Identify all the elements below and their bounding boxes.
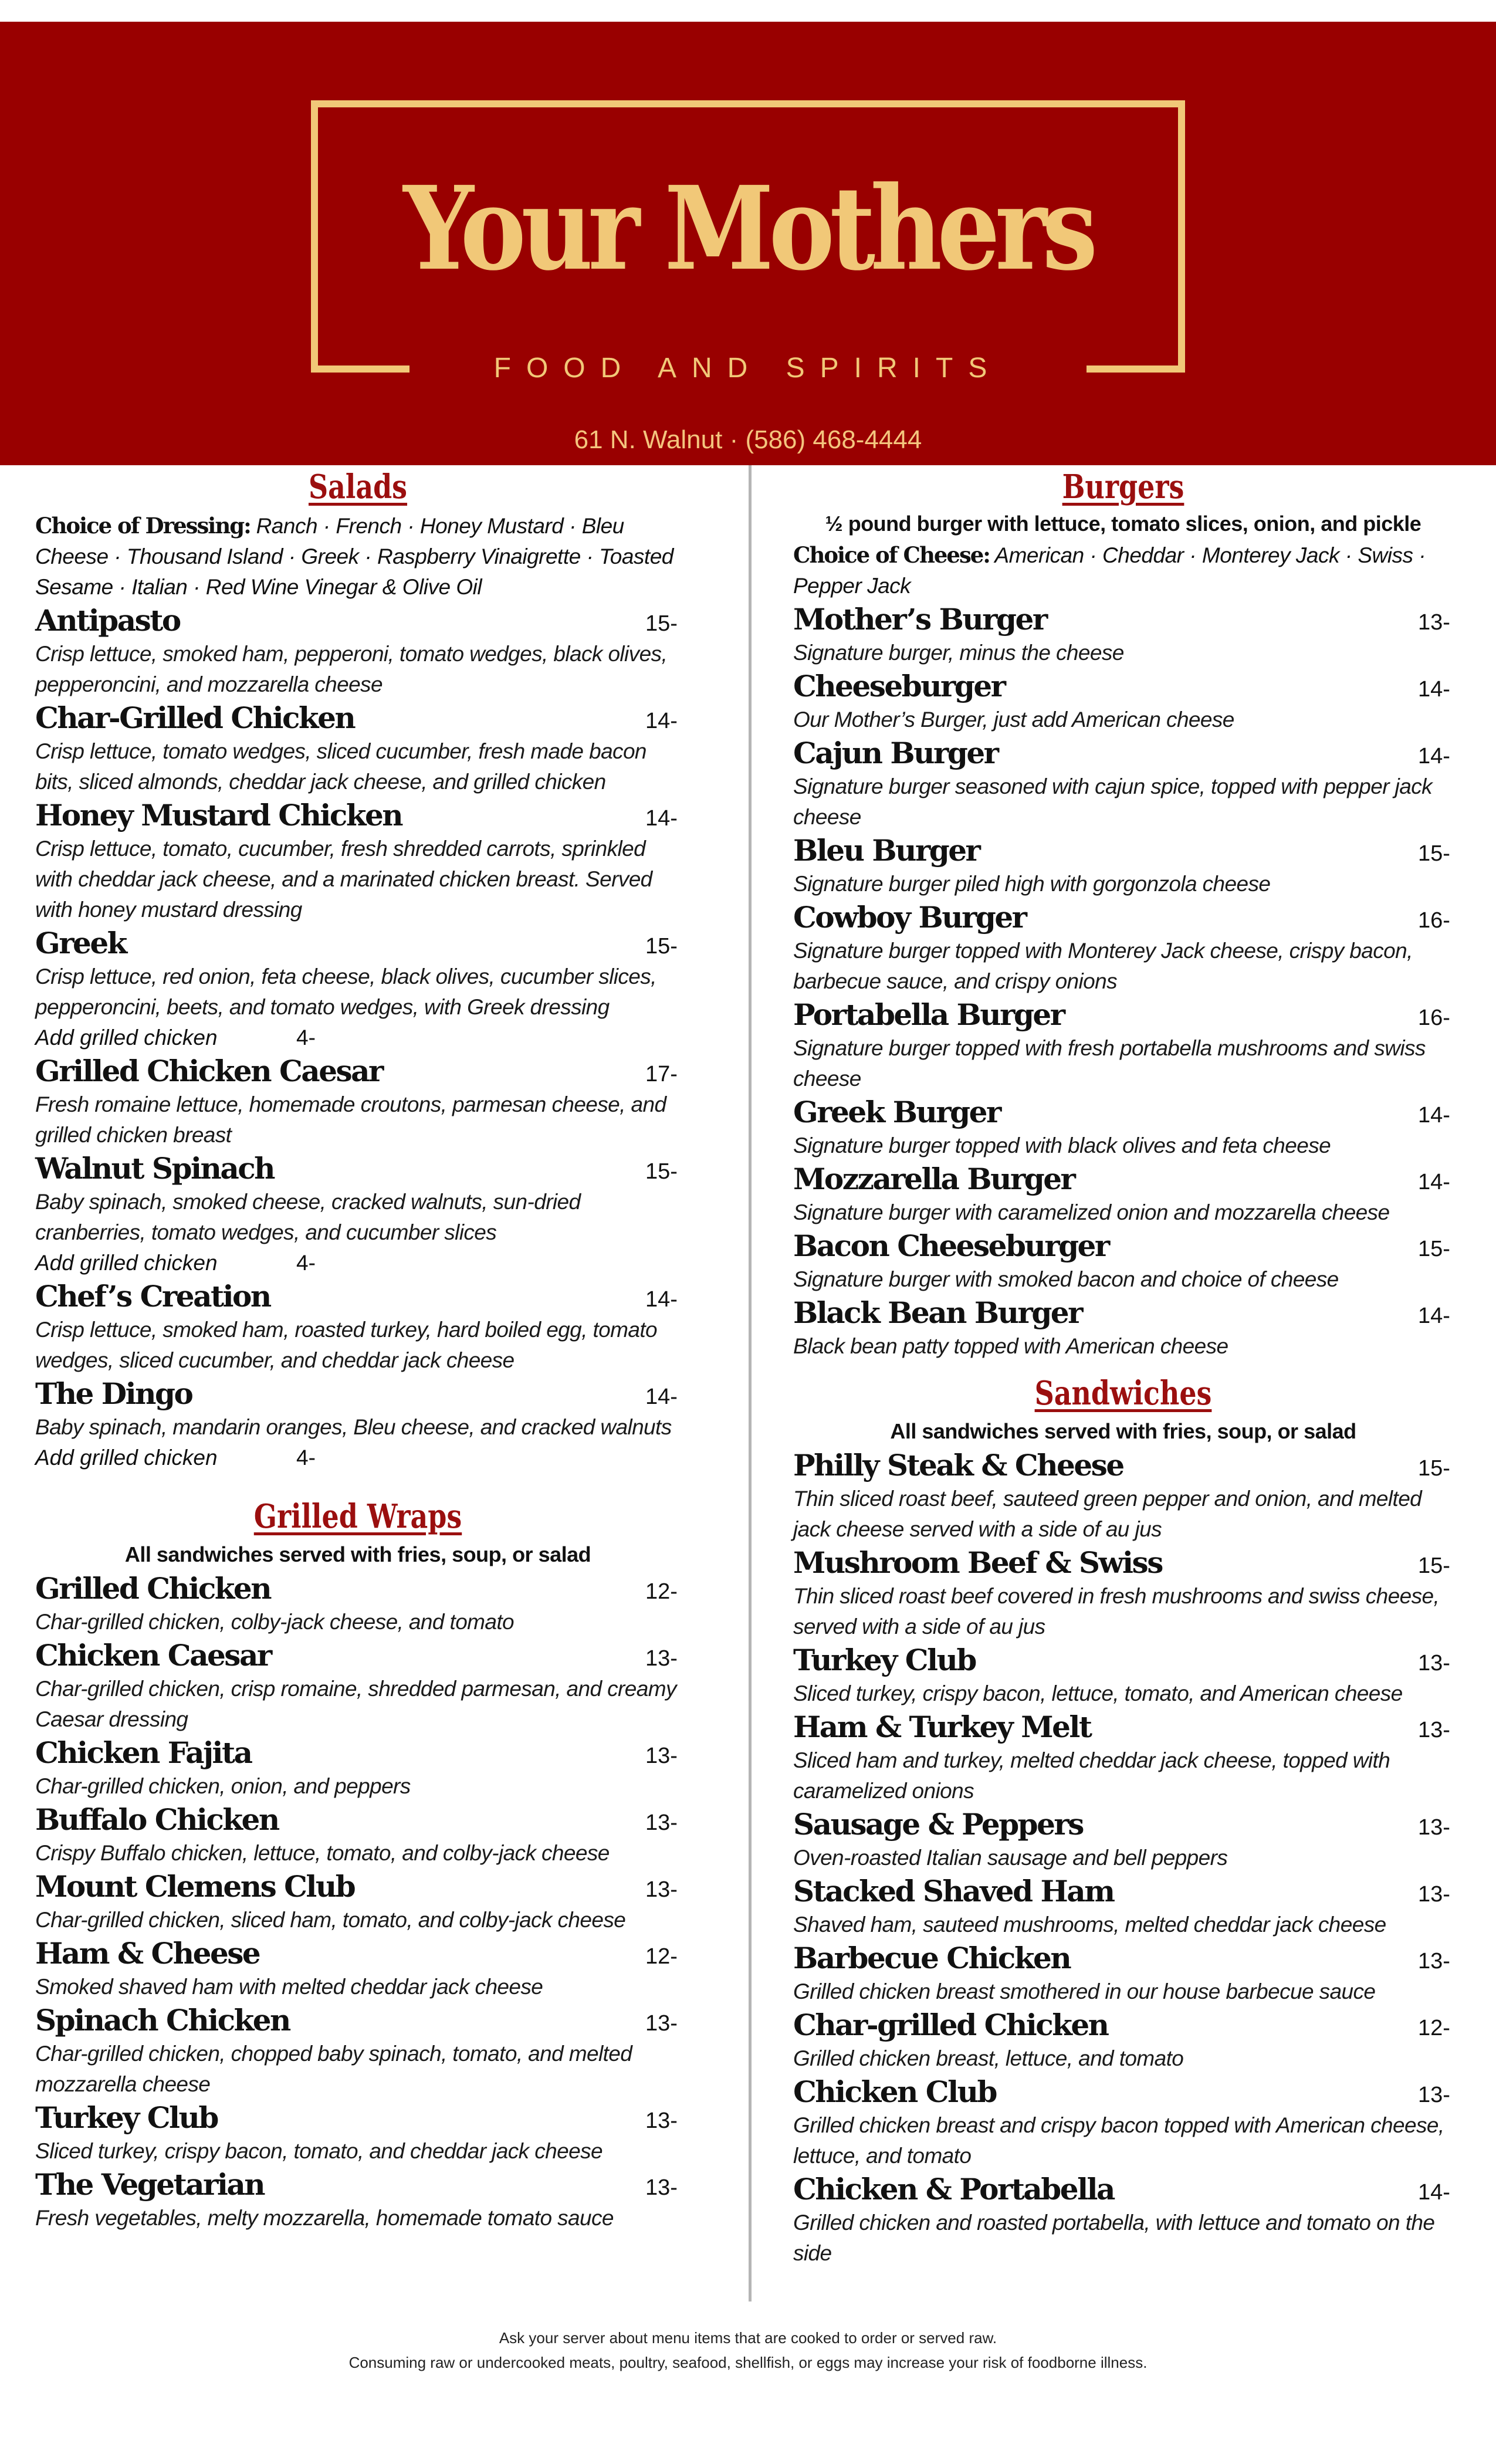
menu-item <box>793 1545 1453 1642</box>
menu-item-name: Portabella Burger <box>793 997 1064 1032</box>
menu-item <box>793 1940 1453 2007</box>
section-title-sandwiches: Sandwiches <box>1034 1374 1212 1413</box>
menu-item-name: Antipasto <box>35 603 180 638</box>
menu-item-header <box>793 1447 1453 1484</box>
menu-item <box>35 925 681 1053</box>
brand-name: Your Mothers <box>403 161 1093 296</box>
menu-item-name: Philly Steak & Cheese <box>793 1448 1123 1483</box>
addon-price: 4- <box>296 1025 316 1050</box>
menu-item-description: Fresh romaine lettuce, homemade croutons, parmesan cheese, and grilled chicken breast <box>35 1092 666 1147</box>
menu-item-name: Greek <box>35 926 126 960</box>
menu-item-name: Bleu Burger <box>793 833 980 868</box>
menu-item-header <box>35 797 681 834</box>
menu-item-price: 15- <box>645 934 678 959</box>
menu-item-name: Chef’s Creation <box>35 1279 270 1314</box>
menu-item-description: Fresh vegetables, melty mozzarella, homemade tomato sauce <box>35 2206 614 2230</box>
menu-item <box>35 1053 681 1150</box>
menu-item-description: Smoked shaved ham with melted cheddar jack cheese <box>35 1975 543 1999</box>
menu-item-name: Mushroom Beef & Swiss <box>793 1545 1162 1580</box>
wraps-list <box>35 1571 681 2233</box>
logo-frame-bottom-right <box>1087 365 1185 373</box>
menu-item-header <box>35 1376 681 1412</box>
menu-item-price: 16- <box>1418 1006 1450 1030</box>
menu-item-name: The Vegetarian <box>35 2167 265 2202</box>
left-column <box>35 465 681 2233</box>
menu-item <box>793 997 1453 1094</box>
menu-item-header <box>793 668 1453 705</box>
menu-item-header <box>35 1571 681 1607</box>
menu-item <box>35 1802 681 1869</box>
menu-item-price: 13- <box>645 1810 678 1835</box>
menu-item-description: Our Mother’s Burger, just add American cheese <box>793 708 1234 732</box>
menu-item-header <box>35 2167 681 2203</box>
menu-item-header <box>793 1873 1453 1910</box>
dressing-choices-label: Choice of Dressing: <box>35 513 251 539</box>
menu-item <box>35 797 681 925</box>
burgers-list <box>793 601 1453 1362</box>
menu-item-name: Mozzarella Burger <box>793 1162 1075 1196</box>
sandwiches-note: All sandwiches served with fries, soup, or salad <box>890 1419 1356 1443</box>
menu-item <box>793 668 1453 735</box>
menu-item <box>35 603 681 700</box>
menu-item <box>793 1806 1453 1873</box>
menu-item-header <box>793 1806 1453 1843</box>
brand-tagline: FOOD AND SPIRITS <box>493 353 1003 384</box>
menu-item-name: Grilled Chicken Caesar <box>35 1054 383 1088</box>
menu-item-name: Walnut Spinach <box>35 1151 275 1186</box>
menu-item-price: 12- <box>645 1579 678 1604</box>
dressing-choices-options: Ranch · French · Honey Mustard · Bleu Cheese · Thousand Island · Greek · Raspberry Vinaigrette · Toasted Sesame · Italian · Red Wine Vinegar & Olive Oil <box>35 514 673 599</box>
menu-item-description: Crisp lettuce, tomato wedges, sliced cucumber, fresh made bacon bits, sliced almonds, cheddar jack cheese, and grilled chicken <box>35 739 647 794</box>
menu-item-price: 13- <box>645 1646 678 1671</box>
menu-item-description: Crispy Buffalo chicken, lettuce, tomato, and colby-jack cheese <box>35 1841 610 1865</box>
menu-item-name: Cowboy Burger <box>793 900 1026 935</box>
menu-item-header <box>793 2171 1453 2208</box>
menu-item-description: Crisp lettuce, tomato, cucumber, fresh shredded carrots, sprinkled with cheddar jack cheese, and a marinated chicken breast. Served with honey mustard dressing <box>35 837 652 922</box>
menu-item-description: Signature burger, minus the cheese <box>793 641 1124 665</box>
menu-item <box>793 1094 1453 1161</box>
menu-item-header <box>35 1869 681 1905</box>
menu-item <box>793 1228 1453 1295</box>
menu-item <box>35 2100 681 2167</box>
menu-item-description: Black bean patty topped with American cheese <box>793 1334 1228 1358</box>
menu-item-addon <box>35 1443 681 1473</box>
menu-item <box>793 735 1453 832</box>
menu-item-price: 14- <box>645 1385 678 1409</box>
menu-item <box>793 832 1453 899</box>
menu-item-name: Turkey Club <box>793 1643 976 1677</box>
menu-item-description: Char-grilled chicken, sliced ham, tomato, and colby-jack cheese <box>35 1908 626 1932</box>
menu-item-name: Chicken Caesar <box>35 1638 271 1673</box>
addon-label: Add grilled chicken <box>35 1446 218 1470</box>
menu-item-name: Greek Burger <box>793 1095 1000 1129</box>
wraps-note: All sandwiches served with fries, soup, or salad <box>124 1542 591 1566</box>
menu-item-addon <box>35 1023 681 1053</box>
menu-item-description: Char-grilled chicken, crisp romaine, shredded parmesan, and creamy Caesar dressing <box>35 1677 676 1731</box>
menu-item <box>35 1150 681 1278</box>
menu-item-price: 12- <box>645 1944 678 1969</box>
menu-item-price: 13- <box>1418 1651 1450 1676</box>
menu-item-name: Mount Clemens Club <box>35 1869 355 1904</box>
menu-item-header <box>35 1278 681 1315</box>
menu-item-price: 15- <box>1418 1456 1450 1481</box>
menu-item-name: Cajun Burger <box>793 736 998 770</box>
menu-item-name: Char-Grilled Chicken <box>35 700 355 735</box>
menu-item-header <box>793 899 1453 936</box>
menu-item-addon <box>35 1248 681 1278</box>
menu-item <box>35 2002 681 2100</box>
menu-item-description: Signature burger piled high with gorgonzola cheese <box>793 872 1271 896</box>
menu-item-name: Black Bean Burger <box>793 1295 1082 1330</box>
menu-item-header <box>35 1735 681 1771</box>
right-column <box>793 465 1453 2269</box>
menu-item-price: 13- <box>1418 1949 1450 1974</box>
menu-item-name: Cheeseburger <box>793 669 1005 703</box>
menu-item-description: Signature burger topped with Monterey Jack cheese, crispy bacon, barbecue sauce, and crispy onions <box>793 939 1413 993</box>
menu-item-price: 14- <box>645 806 678 831</box>
addon-label: Add grilled chicken <box>35 1025 218 1050</box>
menu-item-header <box>793 735 1453 771</box>
menu-item-description: Crisp lettuce, red onion, feta cheese, black olives, cucumber slices, pepperoncini, beets, and tomato wedges, with Greek dressing <box>35 964 656 1019</box>
menu-item-header <box>793 601 1453 638</box>
menu-item <box>35 700 681 797</box>
menu-item-name: Buffalo Chicken <box>35 1802 279 1837</box>
menu-item-description: Sliced turkey, crispy bacon, lettuce, tomato, and American cheese <box>793 1681 1403 1705</box>
menu-item-description: Char-grilled chicken, colby-jack cheese, and tomato <box>35 1610 515 1634</box>
section-title-grilled-wraps: Grilled Wraps <box>253 1497 462 1536</box>
menu-item-name: Stacked Shaved Ham <box>793 1874 1114 1908</box>
logo-frame-bottom-left <box>311 365 409 373</box>
menu-item-price: 13- <box>645 1877 678 1902</box>
menu-item-description: Baby spinach, mandarin oranges, Bleu cheese, and cracked walnuts <box>35 1415 672 1439</box>
menu-item-price: 15- <box>645 1159 678 1184</box>
menu-item-description: Char-grilled chicken, onion, and peppers <box>35 1774 411 1798</box>
sandwiches-list <box>793 1447 1453 2269</box>
menu-item-description: Grilled chicken breast, lettuce, and tomato <box>793 2046 1184 2070</box>
menu-item-name: Spinach Chicken <box>35 2003 290 2037</box>
menu-item-header <box>35 1935 681 1972</box>
menu-item-header <box>35 1637 681 1674</box>
menu-item-header <box>793 2074 1453 2110</box>
menu-item-header <box>35 2100 681 2136</box>
menu-item-price: 14- <box>1418 1170 1450 1194</box>
menu-item <box>793 2074 1453 2171</box>
menu-item-header <box>793 2007 1453 2043</box>
column-divider <box>749 465 752 2301</box>
menu-item-header <box>35 603 681 639</box>
menu-item <box>793 1161 1453 1228</box>
menu-item-description: Sliced turkey, crispy bacon, tomato, and cheddar jack cheese <box>35 2139 603 2163</box>
menu-item-price: 12- <box>1418 2016 1450 2040</box>
menu-item-header <box>793 1094 1453 1131</box>
menu-item-header <box>793 832 1453 869</box>
menu-item-name: Honey Mustard Chicken <box>35 798 402 832</box>
footer-line-2: Consuming raw or undercooked meats, poultry, seafood, shellfish, or eggs may increase your risk of foodborne illness. <box>348 2354 1148 2371</box>
menu-item-name: Mother’s Burger <box>793 602 1047 637</box>
menu-item <box>793 899 1453 997</box>
menu-item-header <box>35 1053 681 1089</box>
menu-item-header <box>793 1228 1453 1264</box>
burgers-note: ½ pound burger with lettuce, tomato slices, onion, and pickle <box>825 512 1421 536</box>
menu-item <box>793 1642 1453 1709</box>
menu-item <box>793 1709 1453 1806</box>
menu-item <box>35 1735 681 1802</box>
menu-item-name: Grilled Chicken <box>35 1571 271 1606</box>
menu-item <box>35 1637 681 1735</box>
menu-item-description: Grilled chicken breast and crispy bacon topped with American cheese, lettuce, and tomato <box>793 2113 1444 2168</box>
menu-item-description: Thin sliced roast beef, sauteed green pepper and onion, and melted jack cheese served with a side of au jus <box>793 1487 1422 1541</box>
menu-item-price: 14- <box>645 709 678 733</box>
menu-item-name: Barbecue Chicken <box>793 1941 1071 1975</box>
menu-item-header <box>793 997 1453 1033</box>
menu-item-header <box>35 1802 681 1838</box>
footer-line-1: Ask your server about menu items that are cooked to order or served raw. <box>499 2329 997 2347</box>
menu-item-description: Signature burger topped with black olives and feta cheese <box>793 1133 1331 1157</box>
menu-item-price: 15- <box>1418 841 1450 866</box>
menu-item <box>35 2167 681 2233</box>
menu-item <box>35 1869 681 1935</box>
menu-item-description: Char-grilled chicken, chopped baby spinach, tomato, and melted mozzarella cheese <box>35 2042 632 2096</box>
menu-item-description: Thin sliced roast beef covered in fresh mushrooms and swiss cheese, served with a side of au jus <box>793 1584 1440 1639</box>
cheese-choices-label: Choice of Cheese: <box>793 542 990 568</box>
menu-item-price: 16- <box>1418 908 1450 933</box>
footer-disclaimer <box>0 2326 1496 2375</box>
menu-item-description: Signature burger topped with fresh portabella mushrooms and swiss cheese <box>793 1036 1426 1091</box>
menu-item-name: Bacon Cheeseburger <box>793 1228 1109 1263</box>
menu-item-header <box>793 1709 1453 1745</box>
menu-item-price: 13- <box>645 1744 678 1768</box>
menu-item-header <box>35 2002 681 2039</box>
cheese-choices-options: American · Cheddar · Monterey Jack · Swiss · Pepper Jack <box>793 543 1426 598</box>
menu-item-name: Chicken Fajita <box>35 1735 252 1770</box>
menu-item <box>793 1447 1453 1545</box>
menu-item-price: 13- <box>645 2108 678 2133</box>
section-title-salads: Salads <box>308 468 408 506</box>
menu-item-price: 13- <box>645 2011 678 2036</box>
menu-item-header <box>35 925 681 962</box>
menu-item-price: 15- <box>1418 1553 1450 1578</box>
menu-item-name: Char-grilled Chicken <box>793 2008 1108 2042</box>
menu-item-name: Ham & Cheese <box>35 1936 260 1971</box>
menu-item-header <box>793 1940 1453 1976</box>
menu-item-name: Chicken Club <box>793 2074 996 2109</box>
menu-item-description: Crisp lettuce, smoked ham, pepperoni, tomato wedges, black olives, pepperoncini, and mozzarella cheese <box>35 642 668 696</box>
salads-list <box>35 603 681 1473</box>
menu-item-header <box>35 700 681 736</box>
menu-item-description: Signature burger with smoked bacon and choice of cheese <box>793 1267 1339 1291</box>
menu-item-price: 17- <box>645 1062 678 1087</box>
menu-item-description: Shaved ham, sauteed mushrooms, melted cheddar jack cheese <box>793 1913 1386 1937</box>
menu-item-description: Crisp lettuce, smoked ham, roasted turkey, hard boiled egg, tomato wedges, sliced cucumber, and cheddar jack cheese <box>35 1318 657 1372</box>
addon-label: Add grilled chicken <box>35 1251 218 1275</box>
menu-item-price: 13- <box>1418 1718 1450 1742</box>
menu-item-name: Sausage & Peppers <box>793 1807 1083 1842</box>
menu-item-price: 14- <box>1418 677 1450 702</box>
menu-item-header <box>793 1295 1453 1331</box>
menu-item-price: 13- <box>645 2175 678 2200</box>
menu-item <box>793 2171 1453 2269</box>
address-phone: 61 N. Walnut · (586) 468-4444 <box>574 425 922 454</box>
menu-item-header <box>793 1545 1453 1581</box>
menu-item-price: 13- <box>1418 1815 1450 1840</box>
menu-item-price: 13- <box>1418 2083 1450 2107</box>
menu-item-description: Grilled chicken and roasted portabella, with lettuce and tomato on the side <box>793 2211 1435 2265</box>
addon-price: 4- <box>296 1251 316 1275</box>
menu-item <box>793 1295 1453 1362</box>
menu-item-description: Sliced ham and turkey, melted cheddar jack cheese, topped with caramelized onions <box>793 1748 1390 1803</box>
menu-item-name: The Dingo <box>35 1376 192 1411</box>
menu-item <box>35 1571 681 1637</box>
menu-item <box>793 601 1453 668</box>
menu-item-header <box>793 1642 1453 1678</box>
menu-item-price: 14- <box>1418 1304 1450 1328</box>
menu-item-description: Grilled chicken breast smothered in our house barbecue sauce <box>793 1979 1376 2003</box>
menu-item-description: Signature burger seasoned with cajun spice, topped with pepper jack cheese <box>793 774 1433 829</box>
menu-item-description: Baby spinach, smoked cheese, cracked walnuts, sun-dried cranberries, tomato wedges, and cucumber slices <box>35 1190 581 1244</box>
menu-item-price: 13- <box>1418 610 1450 635</box>
menu-item-price: 13- <box>1418 1882 1450 1907</box>
menu-item-price: 15- <box>645 611 678 636</box>
menu-item-name: Chicken & Portabella <box>793 2172 1114 2206</box>
menu-item <box>793 1873 1453 1940</box>
addon-price: 4- <box>296 1446 316 1470</box>
menu-item <box>35 1376 681 1473</box>
menu-item-price: 14- <box>645 1287 678 1312</box>
dressing-choices <box>35 510 681 603</box>
section-title-burgers: Burgers <box>1062 468 1184 506</box>
menu-item-description: Oven-roasted Italian sausage and bell peppers <box>793 1846 1228 1870</box>
cheese-choices <box>793 540 1453 601</box>
menu-item-price: 15- <box>1418 1237 1450 1261</box>
menu-item <box>35 1935 681 2002</box>
menu-item <box>35 1278 681 1376</box>
menu-item-name: Ham & Turkey Melt <box>793 1710 1091 1744</box>
menu-item-price: 14- <box>1418 744 1450 769</box>
menu-item-name: Turkey Club <box>35 2100 218 2135</box>
menu-item-price: 14- <box>1418 1103 1450 1128</box>
menu-item-description: Signature burger with caramelized onion and mozzarella cheese <box>793 1200 1390 1224</box>
menu-item-price: 14- <box>1418 2180 1450 2205</box>
menu-item-header <box>793 1161 1453 1197</box>
menu-item <box>793 2007 1453 2074</box>
menu-item-header <box>35 1150 681 1187</box>
